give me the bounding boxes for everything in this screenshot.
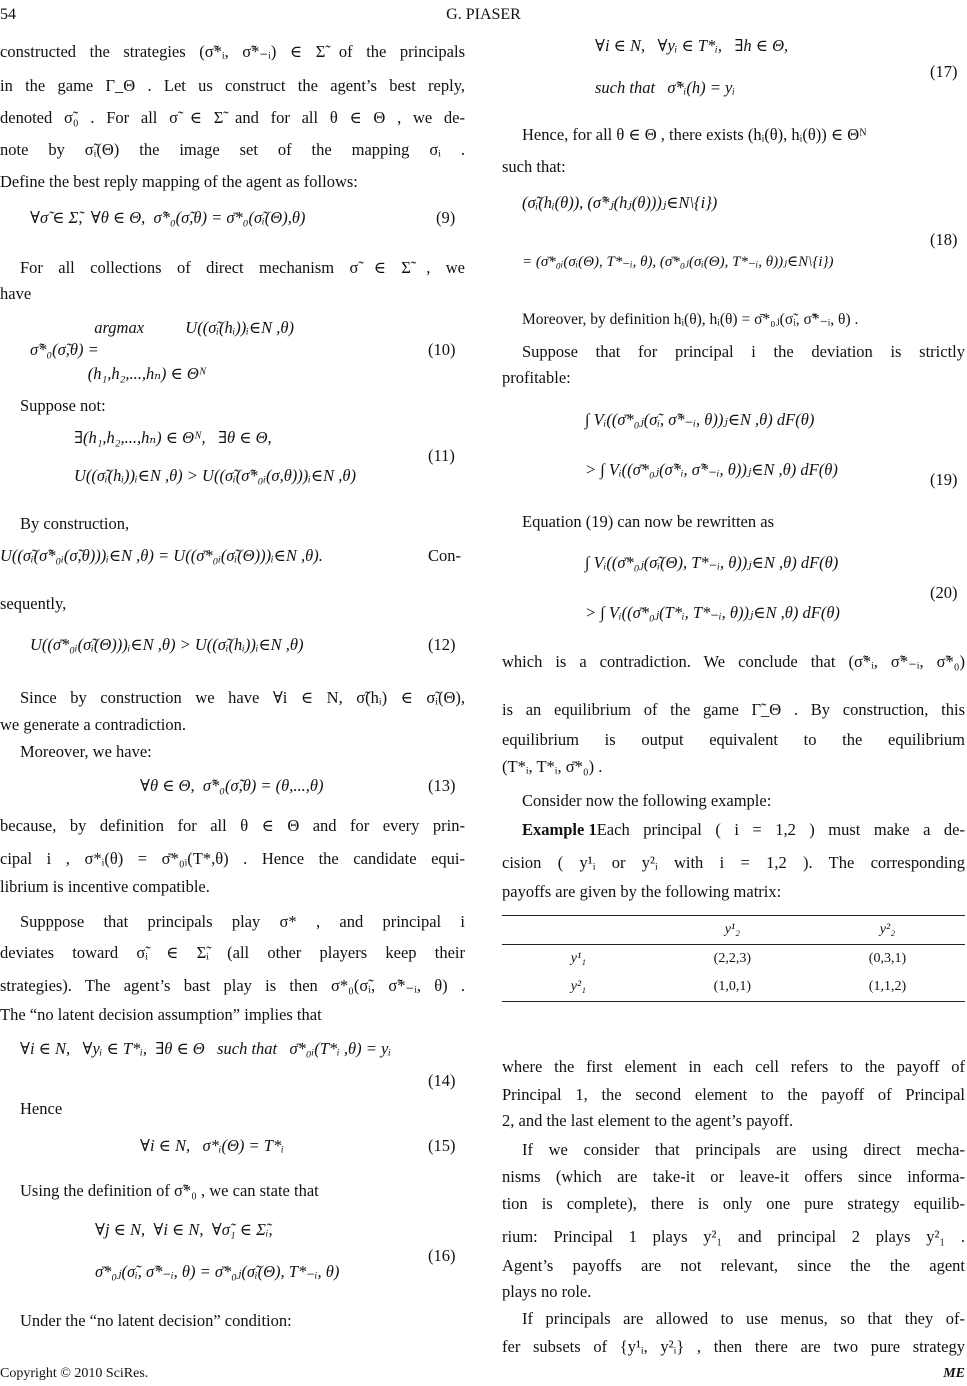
equation-number: (16): [428, 1246, 456, 1265]
equation-10-bottom: (h₁,h₂,...,hₙ) ∈ Θᴺ: [30, 364, 207, 383]
text-line: in the game Γ_Θ . Let us construct the agent’s best reply,: [0, 76, 465, 95]
row-header: y²₁: [502, 973, 655, 1002]
running-head-author: G. PIASER: [446, 6, 521, 23]
payoff-matrix: [502, 915, 965, 1002]
text-line: Hence, for all θ ∈ Θ , there exists (hᵢ(θ), hᵢ(θ)) ∈ Θᴺ: [522, 125, 867, 144]
table-header-row: [502, 916, 965, 945]
text-line: Principal 1, the second element to the payoff of Principal: [502, 1085, 965, 1104]
equation-number: (15): [428, 1136, 456, 1155]
text-line: have: [0, 284, 32, 303]
text-line: By construction,: [20, 514, 130, 533]
equation-number: (12): [428, 635, 456, 654]
equation-15: ∀i ∈ N, σ*ᵢ(Θ) = T*ᵢ: [140, 1136, 284, 1155]
text-line: payoffs are given by the following matrix:: [502, 882, 782, 901]
text-line: Since by construction we have ∀i ∈ N, σ̃(hᵢ) ∈ σ̃ᵢ(Θ),: [20, 688, 465, 707]
equation-20-line1: ∫ Vᵢ((σ̄*₀ⱼ(σ̃ᵢ(Θ), T*₋ᵢ, θ))ⱼ∈N ,θ) dF(θ): [585, 553, 839, 572]
table-cell: (1,1,2): [810, 973, 965, 1002]
text-line: Suppose that for principal i the deviation is strictly: [522, 342, 965, 361]
equation-number: (19): [930, 470, 958, 489]
table-row: [502, 973, 965, 1002]
text-line: Using the definition of σ̃*₀ , we can state that: [20, 1181, 319, 1200]
text-line: Equation (19) can now be rewritten as: [522, 512, 774, 531]
equation-16-line1: ∀j ∈ N, ∀i ∈ N, ∀σ̃₁ ∈ Σ̃ᵢ,: [95, 1220, 273, 1239]
equation-10-lhs: σ̃*₀(σ̃,θ) =: [30, 340, 99, 359]
text-line: fer subsets of {y¹ᵢ, y²ᵢ} , then there are two pure strategy: [502, 1337, 965, 1356]
equation-by-construction: U((σ̃ᵢ(σ̃*₀ᵢ(σ̃,θ)))ᵢ∈N ,θ) = U((σ̄*₀ᵢ(σ̃ᵢ(Θ)))ᵢ∈N ,θ).: [0, 546, 323, 565]
text-line: deviates toward σ̃ᵢ ∈ Σ̃ᵢ (all other players keep their: [0, 943, 465, 962]
copyright: Copyright © 2010 SciRes.: [0, 1366, 149, 1381]
text-line: Con-: [428, 546, 461, 565]
text-line: If principals are allowed to use menus, so that they of-: [522, 1309, 965, 1328]
text-line: note by σ̃ᵢ(Θ) the image set of the mapping σᵢ .: [0, 140, 465, 159]
text-line: where the first element in each cell refers to the payoff of: [502, 1057, 965, 1076]
row-header: y¹₁: [570, 951, 587, 966]
equation-11-line1: ∃(h₁,h₂,...,hₙ) ∈ Θᴺ, ∃θ ∈ Θ,: [74, 428, 272, 447]
equation-17-line1: ∀i ∈ N, ∀yᵢ ∈ T*ᵢ, ∃h ∈ Θ,: [595, 36, 789, 55]
equation-9: ∀σ̃ ∈ Σ̃, ∀θ ∈ Θ, σ̃*₀(σ̃,θ) = σ̄*₀(σ̃ᵢ(Θ),θ): [30, 208, 306, 227]
equation-number: (18): [930, 230, 958, 249]
page-number: 54: [0, 6, 16, 23]
text-line: Hence: [20, 1099, 63, 1118]
example-label: Example 1: [522, 820, 597, 839]
text-line: is an equilibrium of the game Γ̃_Θ . By construction, this: [502, 700, 965, 719]
text-line: (T*ᵢ, T*ᵢ, σ̄*₀) .: [502, 757, 603, 776]
text-line: If we consider that principals are using direct mecha-: [522, 1140, 965, 1159]
equation-number: (11): [428, 446, 455, 465]
text-line: plays no role.: [502, 1282, 592, 1301]
text-line: because, by definition for all θ ∈ Θ and for every prin-: [0, 816, 465, 835]
equation-16-line2: σ̄*₀ⱼ(σ̃ᵢ, σ̃*₋ᵢ, θ) = σ̄*₀ⱼ(σ̃ᵢ(Θ), T*₋ᵢ, θ): [95, 1262, 340, 1281]
table-cell: (2,2,3): [713, 951, 751, 966]
text-line: Each principal ( i = 1,2 ) must make a de-: [596, 820, 965, 839]
text-line: Agent’s payoffs are not relevant, since the the agent: [502, 1256, 965, 1275]
equation-number: (14): [428, 1071, 456, 1090]
text-line: Consider now the following example:: [522, 791, 772, 810]
text-line: tion is complete), there is only one pure strategy equilib-: [502, 1194, 965, 1213]
equation-18-line2: = (σ̄*₀ᵢ(σᵢ(Θ), T*₋ᵢ, θ), (σ̄*₀ⱼ(σᵢ(Θ), T*₋ᵢ, θ))ⱼ∈N\{i}): [522, 254, 834, 270]
text-line: cipal i , σ*ᵢ(θ) = σ̄*₀ᵢ(T*,θ) . Hence the candidate equi-: [0, 849, 465, 868]
text-line: Moreover, by definition hᵢ(θ), hᵢ(θ) = σ̄*₀ⱼ(σ̃ᵢ, σ̃*₋ᵢ, θ) .: [522, 311, 859, 328]
journal-abbrev: ME: [943, 1366, 965, 1381]
equation-12: U((σ̄*₀ᵢ(σ̃ᵢ(Θ)))ᵢ∈N ,θ) > U((σ̃ᵢ(hᵢ))ᵢ∈N ,θ): [30, 635, 304, 654]
equation-19-line2: > ∫ Vᵢ((σ̄*₀ⱼ(σ̃*ᵢ, σ̃*₋ᵢ, θ))ⱼ∈N ,θ) dF(θ): [585, 460, 838, 479]
text-line: rium: Principal 1 plays y²₁ and principal 2 plays y²₁ .: [502, 1227, 965, 1246]
equation-number: (20): [930, 583, 958, 602]
text-line: Supppose that principals play σ* , and principal i: [20, 912, 465, 931]
equation-number: (10): [428, 340, 456, 359]
text-line: strategies). The agent’s bast play is then σ*₀(σ̃ᵢ, σ̃*₋ᵢ, θ) .: [0, 976, 465, 995]
text-line: librium is incentive compatible.: [0, 877, 210, 896]
text-line: 2, and the last element to the agent’s payoff.: [502, 1111, 794, 1130]
text-line: profitable:: [502, 368, 571, 387]
text-line: constructed the strategies (σ̃*ᵢ, σ̃*₋ᵢ) ∈ Σ̃ of the principals: [0, 42, 465, 61]
text-line: denoted σ̃₀ . For all σ̃ ∈ Σ̃ and for all θ ∈ Θ , we de-: [0, 108, 465, 127]
text-line: cision ( y¹ᵢ or y²ᵢ with i = 1,2 ). The corresponding: [502, 853, 965, 872]
example-line: [502, 820, 965, 840]
table-row: [502, 945, 965, 974]
text-line: we generate a contradiction.: [0, 715, 186, 734]
text-line: Define the best reply mapping of the agent as follows:: [0, 172, 358, 191]
column-header: [502, 916, 655, 945]
equation-11-line2: U((σ̃ᵢ(hᵢ))ᵢ∈N ,θ) > U((σ̃ᵢ(σ̃*₀ᵢ(σ,θ)))ᵢ∈N ,θ): [74, 466, 356, 485]
text-line: Suppose not:: [20, 396, 106, 415]
column-header: y²₂: [879, 922, 896, 937]
equation-17-line2: such that σ̃*ᵢ(h) = yᵢ: [595, 78, 735, 97]
text-line: sequently,: [0, 594, 67, 613]
text-line: For all collections of direct mechanism σ̃ ∈ Σ̃ , we: [20, 258, 465, 277]
equation-number: (17): [930, 62, 958, 81]
equation-20-line2: > ∫ Vᵢ((σ̄*₀ⱼ(T*ᵢ, T*₋ᵢ, θ))ⱼ∈N ,θ) dF(θ): [585, 603, 840, 622]
text-line: which is a contradiction. We conclude that (σ̃*ᵢ, σ̃*₋ᵢ, σ̃*₀): [502, 652, 965, 671]
column-header: y¹₂: [724, 922, 740, 937]
equation-14: ∀i ∈ N, ∀yᵢ ∈ T*ᵢ, ∃θ ∈ Θ such that σ̄*₀ᵢ(T*ᵢ ,θ) = yᵢ: [20, 1039, 391, 1058]
text-line: Under the “no latent decision” condition:: [20, 1311, 292, 1330]
text-line: nisms (which are take-it or leave-it offers since informa-: [502, 1167, 965, 1186]
table-cell: (1,0,1): [655, 973, 810, 1002]
text-line: Moreover, we have:: [20, 742, 152, 761]
equation-number: (9): [436, 208, 456, 227]
equation-number: (13): [428, 776, 456, 795]
text-line: equilibrium is output equivalent to the equilibrium: [502, 730, 965, 749]
equation-10-top: argmax U((σ̃ᵢ(hᵢ))ᵢ∈N ,θ): [20, 318, 294, 337]
equation-19-line1: ∫ Vᵢ((σ̄*₀ⱼ(σ̃ᵢ, σ̃*₋ᵢ, θ))ⱼ∈N ,θ) dF(θ): [585, 410, 815, 429]
text-line: The “no latent decision assumption” implies that: [0, 1005, 322, 1024]
table-cell: (0,3,1): [868, 951, 907, 966]
equation-18-line1: (σ̃ᵢ(hᵢ(θ)), (σ̃*ⱼ(hⱼ(θ)))ⱼ∈N\{i}): [522, 193, 718, 212]
equation-13: ∀θ ∈ Θ, σ̃*₀(σ̃,θ) = (θ,...,θ): [140, 776, 324, 795]
text-line: such that:: [502, 157, 566, 176]
